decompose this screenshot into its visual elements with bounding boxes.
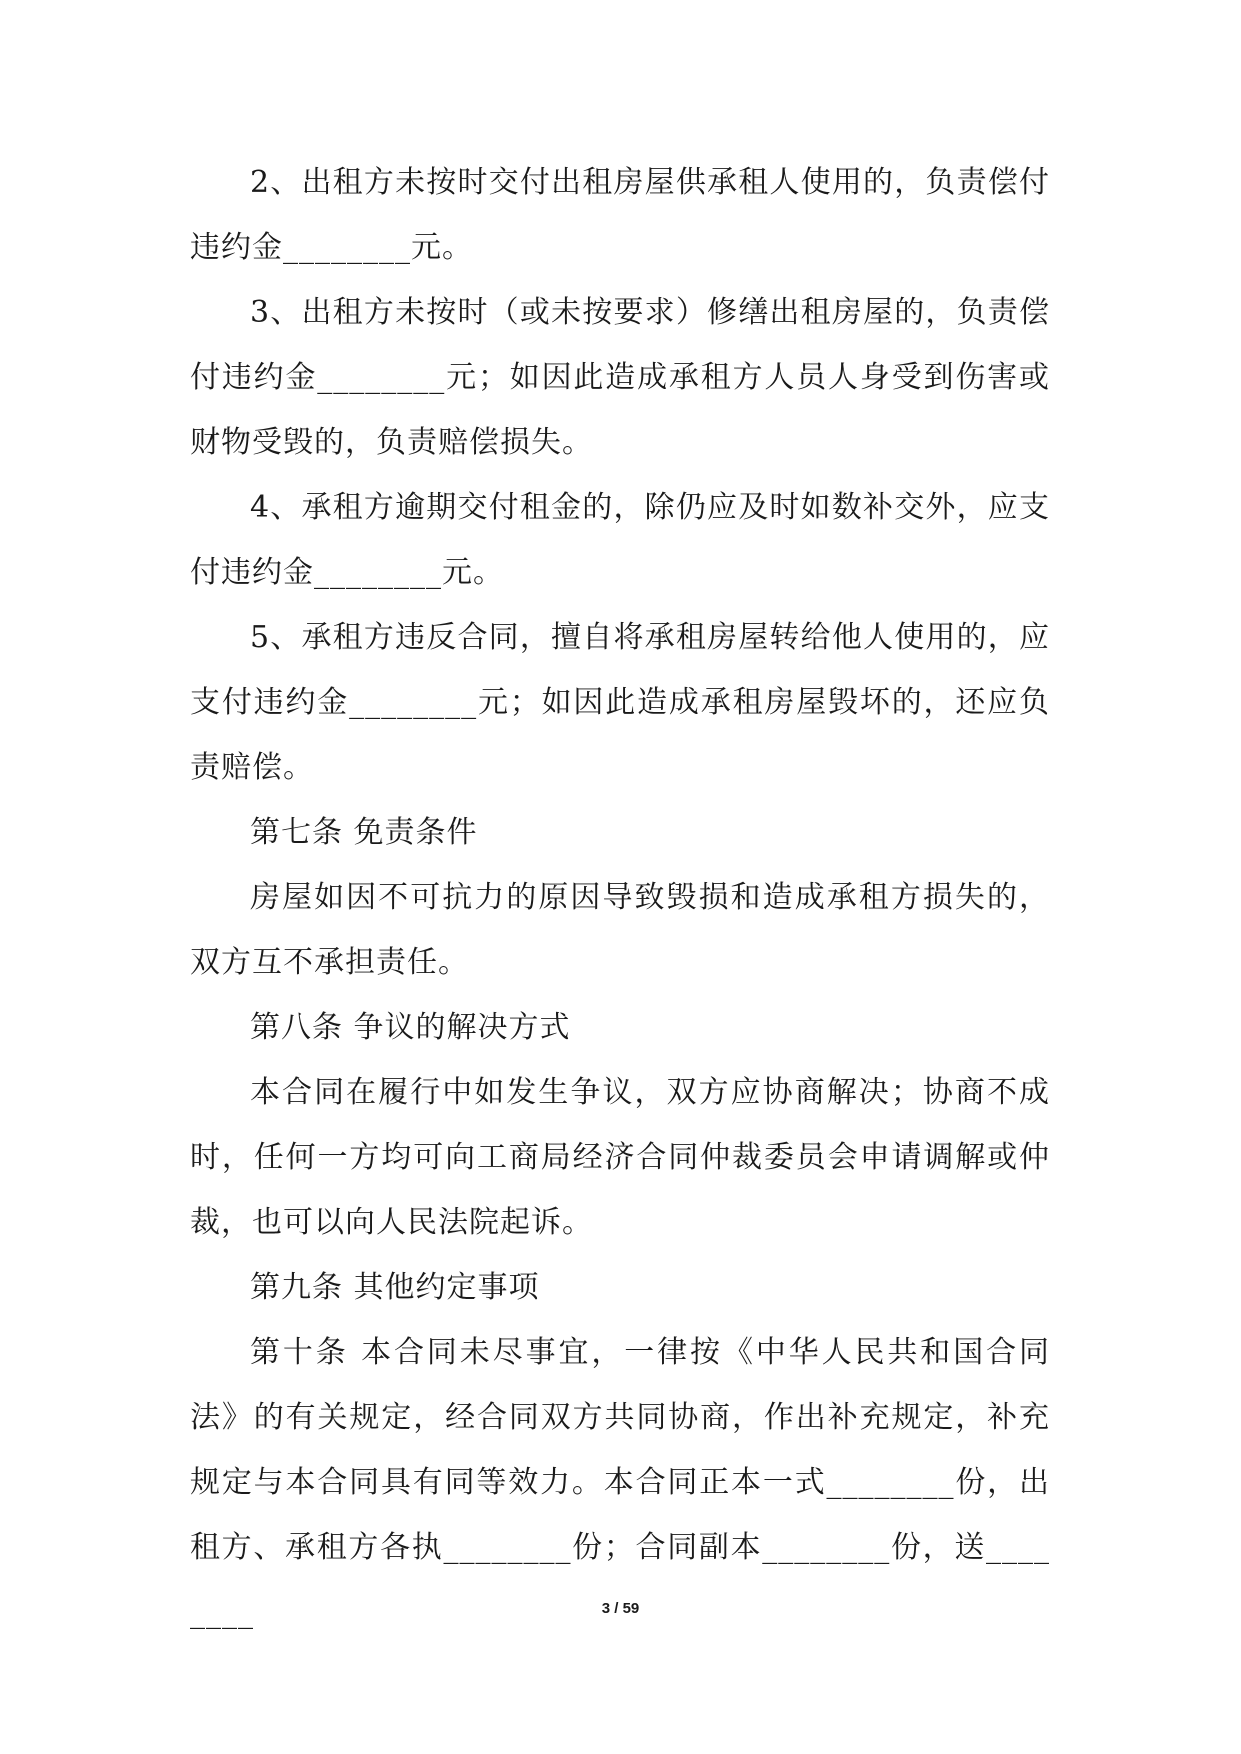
paragraph-clause-6-4: 4、承租方逾期交付租金的，除仍应及时如数补交外，应支付违约金________元。 — [190, 490, 1050, 590]
paragraph-article-7-body: 房屋如因不可抗力的原因导致毁损和造成承租方损失的，双方互不承担责任。 — [190, 880, 1050, 980]
paragraph-article-8-body: 本合同在履行中如发生争议，双方应协商解决；协商不成时，任何一方均可向工商局经济合同仲裁委员会申请调解或仲裁，也可以向人民法院起诉。 — [190, 1075, 1050, 1240]
paragraph-clause-6-3: 3、出租方未按时（或未按要求）修缮出租房屋的，负责偿付违约金________元；如因此造成承租方人员人身受到伤害或财物受毁的，负责赔偿损失。 — [190, 295, 1050, 460]
paragraph-clause-6-5: 5、承租方违反合同，擅自将承租房屋转给他人使用的，应支付违约金________元；如因此造成承租房屋毁坏的，还应负责赔偿。 — [190, 620, 1050, 785]
paragraph-article-10: 第十条 本合同未尽事宜，一律按《中华人民共和国合同法》的有关规定，经合同双方共同协商，作出补充规定，补充规定与本合同具有同等效力。本合同正本一式________份，出租方、承租方各执________份；合同副本________份，送________ — [190, 1335, 1050, 1630]
heading-article-7: 第七条 免责条件 — [250, 815, 478, 850]
page-number: 3 / 59 — [601, 1600, 640, 1617]
heading-article-9: 第九条 其他约定事项 — [250, 1270, 540, 1305]
heading-article-8: 第八条 争议的解决方式 — [250, 1010, 571, 1045]
paragraph-clause-6-2: 2、出租方未按时交付出租房屋供承租人使用的，负责偿付违约金________元。 — [190, 165, 1050, 265]
document-body — [190, 150, 1050, 1645]
